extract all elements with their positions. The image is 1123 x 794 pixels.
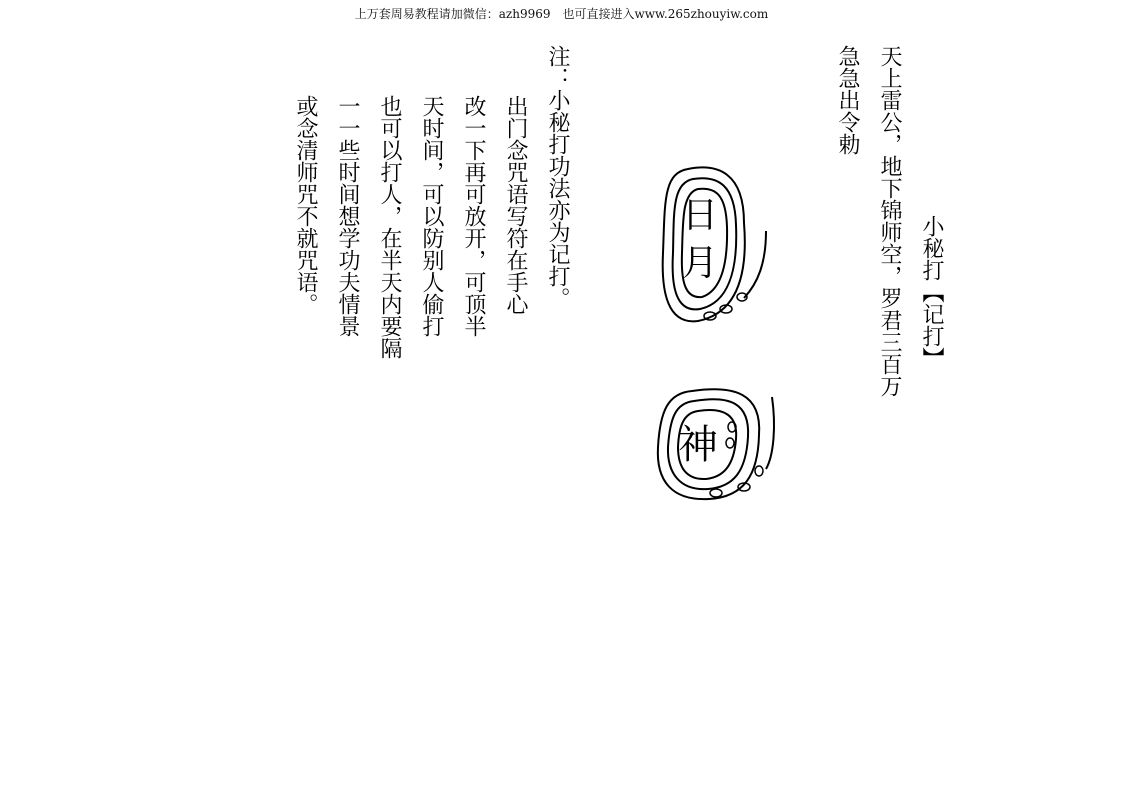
talisman-char-spirit: 神: [678, 422, 718, 468]
note-line-6: 一一些时间想学功夫情景: [335, 95, 360, 337]
section-title: 小秘打【记打】: [919, 215, 944, 369]
note-line-4: 天时间，可以防别人偷打: [419, 95, 444, 337]
note-line-5: 也可以打人，在半天内要隔: [377, 95, 402, 359]
note-line-7: 或念清师咒不就咒语。: [293, 95, 318, 315]
incantation-line-2: 急急出令勅: [835, 45, 860, 155]
note-line-3: 改一下再可放开，可顶半: [461, 95, 486, 337]
talisman-char-sun: 日: [682, 195, 719, 236]
note-line-2: 出门念咒语写符在手心: [503, 95, 528, 315]
talisman-char-moon: 月: [682, 243, 719, 284]
talisman-sun-moon: [658, 163, 773, 328]
note-line-1: 注：小秘打功法亦为记打。: [545, 45, 570, 309]
talisman-spirit: [654, 385, 779, 505]
incantation-line-1: 天上雷公，地下锦师空，罗君三百万: [877, 45, 902, 397]
watermark-header: 上万套周易教程请加微信：azh9969 也可直接进入www.265zhouyiw.com: [354, 7, 769, 21]
